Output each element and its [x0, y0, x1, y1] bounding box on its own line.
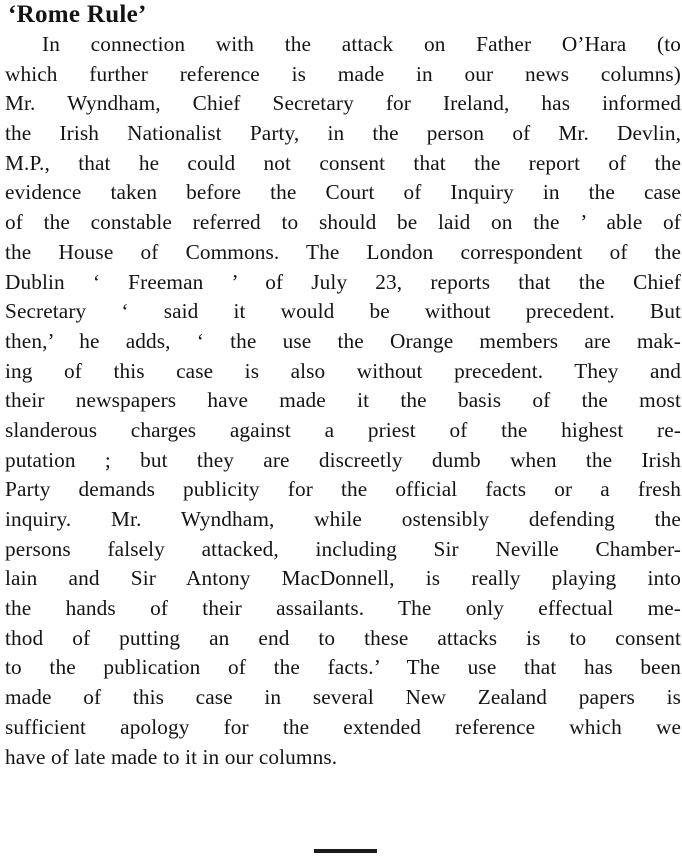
body-line: made of this case in several New Zealand papers is	[5, 685, 681, 710]
body-line: the House of Commons. The London correspondent of the	[5, 239, 681, 264]
article-headline: ‘Rome Rule’	[8, 1, 147, 28]
body-line: Party demands publicity for the official facts or a fresh	[5, 477, 681, 502]
body-line: the Irish Nationalist Party, in the person of Mr. Devlin,	[5, 121, 681, 146]
body-line: M.P., that he could not consent that the report of the	[5, 150, 681, 175]
body-line: which further reference is made in our news columns)	[5, 61, 681, 86]
body-line: thod of putting an end to these attacks is to consent	[5, 625, 681, 650]
body-line: Secretary ‘ said it would be without precedent. But	[5, 299, 681, 324]
article-body	[5, 30, 681, 772]
body-line: sufficient apology for the extended reference which we	[5, 714, 681, 739]
body-line: inquiry. Mr. Wyndham, while ostensibly defending the	[5, 507, 681, 531]
body-line: of the constable referred to should be laid on the ’ able of	[5, 210, 681, 235]
body-line: to the publication of the facts.’ The use that has been	[5, 655, 681, 680]
body-line: ing of this case is also without precedent. They and	[5, 358, 681, 383]
body-line: persons falsely attacked, including Sir Neville Chamber-	[5, 536, 681, 561]
body-line: lain and Sir Antony MacDonnell, is really playing into	[5, 566, 681, 591]
body-line: the hands of their assailants. The only effectual me-	[5, 596, 681, 621]
section-divider-rule	[314, 849, 377, 853]
body-line: putation ; but they are discreetly dumb when the Irish	[5, 447, 681, 472]
body-line: Mr. Wyndham, Chief Secretary for Ireland, has informed	[5, 91, 681, 116]
body-line: evidence taken before the Court of Inquiry in the case	[5, 180, 681, 205]
body-line: In connection with the attack on Father O’Hara (to	[42, 32, 681, 56]
body-line: then,’ he adds, ‘ the use the Orange members are mak-	[5, 328, 681, 353]
body-line: Dublin ‘ Freeman ’ of July 23, reports that the Chief	[5, 269, 681, 294]
body-line: their newspapers have made it the basis of the most	[5, 388, 681, 413]
body-line: have of late made to it in our columns.	[5, 744, 338, 769]
body-line: slanderous charges against a priest of the highest re-	[5, 417, 681, 442]
